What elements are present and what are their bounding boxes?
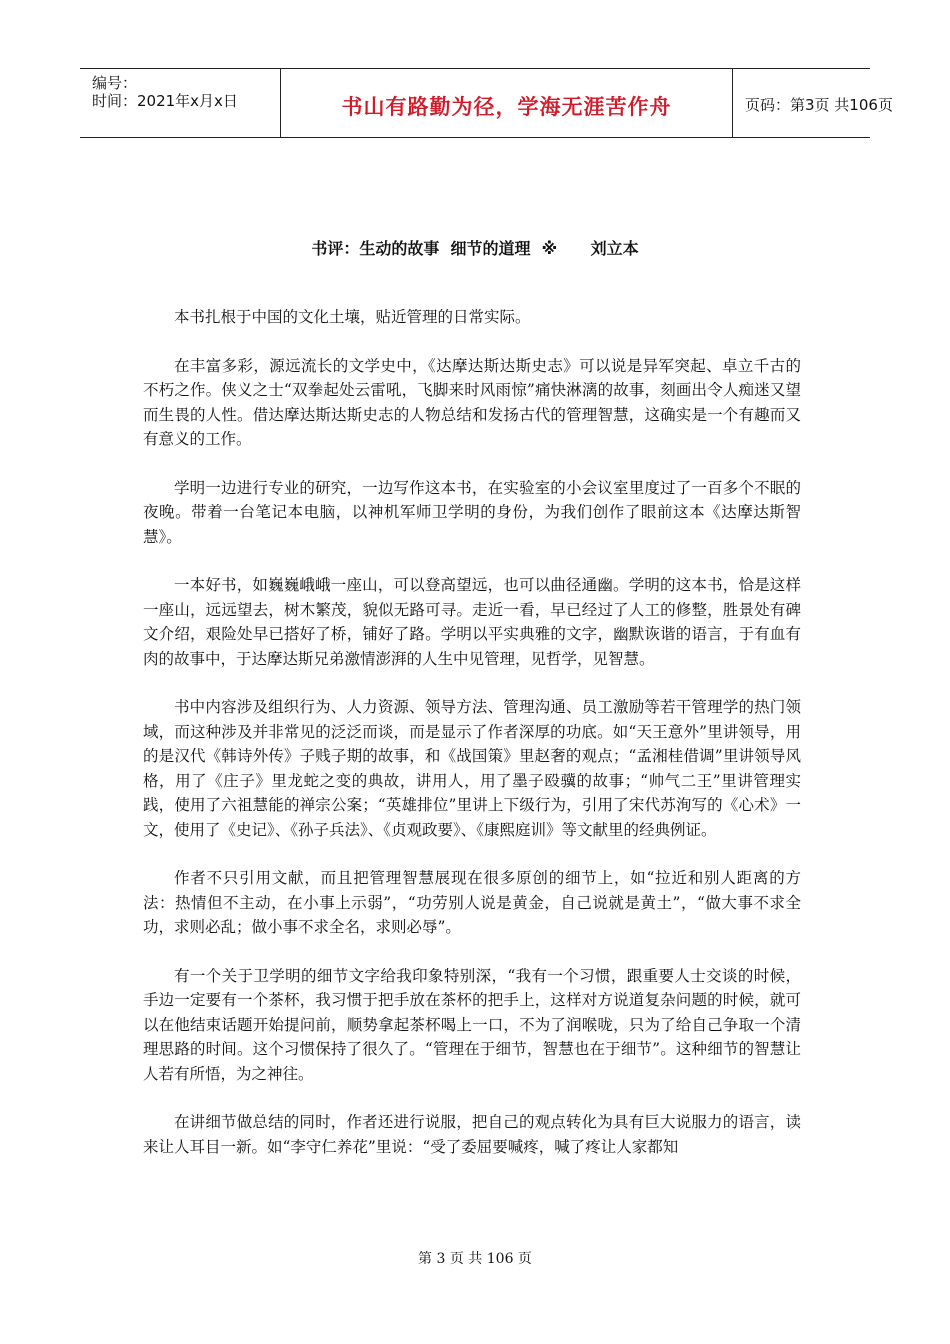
header-motto-cell bbox=[281, 69, 733, 137]
paragraph: 有一个关于卫学明的细节文字给我印象特别深，“我有一个习惯，跟重要人士交谈的时候，手边一定要有一个茶杯，我习惯于把手放在茶杯的把手上，这样对方说道复杂问题的时候，就可以在他结束话题开始提问前，顺势拿起茶杯喝上一口，不为了润喉咙，只为了给自己争取一个清理思路的时间。这个习惯保持了很久了。“管理在于细节，智慧也在于细节”。这种细节的智慧让人若有所悟，为之神往。 bbox=[143, 966, 801, 1083]
header-page-cell bbox=[733, 69, 893, 137]
paragraph: 学明一边进行专业的研究，一边写作这本书，在实验室的小会议室里度过了一百多个不眠的夜晚。带着一台笔记本电脑，以神机军师卫学明的身份，为我们创作了眼前这本《达摩达斯智慧》。 bbox=[143, 478, 801, 546]
header-meta-cell bbox=[80, 69, 281, 137]
paragraph: 作者不只引用文献，而且把管理智慧展现在很多原创的细节上，如“拉近和别人距离的方法：热情但不主动，在小事上示弱”，“功劳别人说是黄金，自己说就是黄土”，“做大事不求全功，求则必乱；做小事不求全名，求则必辱”。 bbox=[143, 869, 801, 936]
paragraph: 一本好书，如巍巍峨峨一座山，可以登高望远，也可以曲径通幽。学明的这本书，恰是这样一座山，远远望去，树木繁茂，貌似无路可寻。走近一看，早已经过了人工的修整，胜景处有碑文介绍，艰险处早已搭好了桥，铺好了路。学明以平实典雅的文字，幽默诙谐的语言，于有血有肉的故事中，于达摩达斯兄弟激情澎湃的人生中见管理，见哲学，见智慧。 bbox=[143, 576, 801, 668]
paragraph: 本书扎根于中国的文化土壤，贴近管理的日常实际。 bbox=[174, 308, 531, 326]
page-footer: 第 3 页 共 106 页 bbox=[418, 1251, 532, 1267]
paragraph: 在讲细节做总结的同时，作者还进行说服，把自己的观点转化为具有巨大说服力的语言，读来让人耳目一新。如“李守仁养花”里说：“受了委屈要喊疼，喊了疼让人家都知 bbox=[143, 1113, 801, 1156]
article-body bbox=[143, 305, 801, 1183]
header-motto: 书山有路勤为径，学海无涯苦作舟 bbox=[341, 95, 672, 119]
header-page-number: 页码：第3页 共106页 bbox=[745, 96, 893, 114]
page-header bbox=[80, 68, 893, 138]
paragraph: 在丰富多彩，源远流长的文学史中，《达摩达斯达斯史志》可以说是异军突起、卓立千古的不朽之作。侠义之士“双拳起处云雷吼，飞脚来时风雨惊”痛快淋漓的故事，刻画出令人痴迷又望而生畏的人性。借达摩达斯达斯史志的人物总结和发扬古代的管理智慧，这确实是一个有趣而又有意义的工作。 bbox=[143, 356, 801, 448]
document-time-label: 时间：2021年x月x日 bbox=[92, 92, 238, 110]
article-title: 书评：生动的故事 细节的道理 ※ 刘立本 bbox=[311, 239, 639, 258]
paragraph: 书中内容涉及组织行为、人力资源、领导方法、管理沟通、员工激励等若干管理学的热门领域，而这种涉及并非常见的泛泛而谈，而是显示了作者深厚的功底。如“天王意外”里讲领导，用的是汉代《韩诗外传》子贱子期的故事，和《战国策》里赵奢的观点；“孟湘桂借调”里讲领导风格，用了《庄子》里龙蛇之变的典故，讲用人，用了墨子殴骥的故事；“帅气二王”里讲管理实践，使用了六祖慧能的禅宗公案；“英雄排位”里讲上下级行为，引用了宋代苏洵写的《心术》一文，使用了《史记》、《孙子兵法》、《贞观政要》、《康熙庭训》等文献里的经典例证。 bbox=[143, 698, 801, 839]
document-number-label: 编号： bbox=[92, 74, 138, 92]
